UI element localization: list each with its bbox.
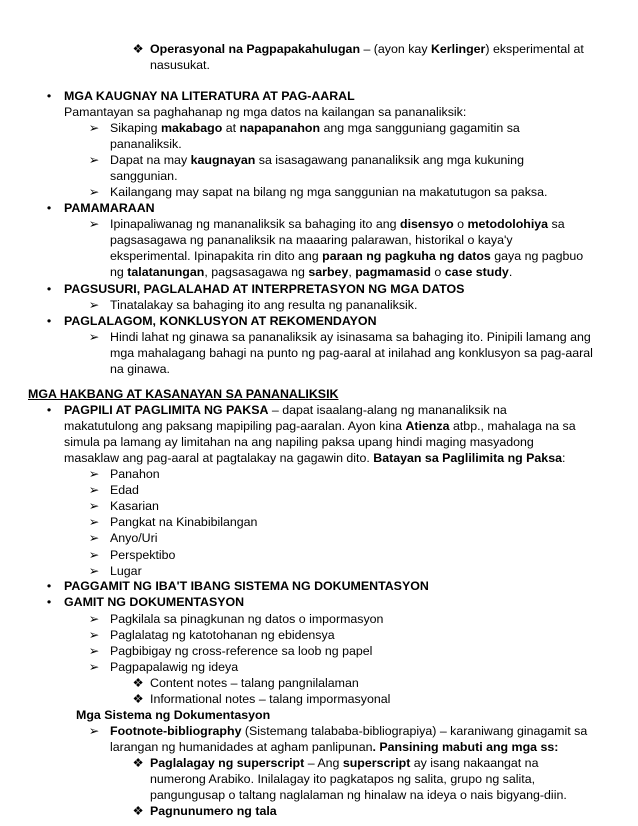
arrow-bullet-icon: ➢ — [88, 217, 100, 231]
list-item: Perspektibo — [110, 547, 176, 562]
text-line: Footnote-bibliography (Sistemang talababa-bibliograpiya) – karaniwang ginagamit sa — [110, 724, 588, 738]
heading: GAMIT NG DOKUMENTASYON — [64, 595, 245, 609]
list-item: Edad — [110, 483, 139, 498]
diamond-bullet-icon: ❖ — [132, 756, 144, 770]
arrow-bullet-icon: ➢ — [88, 185, 100, 199]
list-item: Lugar — [110, 563, 142, 578]
list-item: Panahon — [110, 467, 160, 481]
bullet-icon: • — [46, 89, 52, 103]
bullet-icon: • — [46, 579, 52, 593]
text-line: pangungusap o taltang naglalaman ng hinalaw na ideya o nais bigyang-diin. — [150, 788, 567, 802]
text-line: Pamantayan sa paghahanap ng mga datos na kailangan sa pananaliksik: — [64, 105, 467, 119]
text-line: larangan ng humanidades at agham panlipunan. Pansining mabuti ang mga ss: — [110, 740, 559, 754]
text-line: Hindi lahat ng ginawa sa pananaliksik ay isinasama sa bahaging ito. Pinipili lamang ang — [110, 330, 591, 344]
diamond-bullet-icon: ❖ — [132, 692, 144, 706]
arrow-bullet-icon: ➢ — [88, 724, 100, 738]
text-line: PAGPILI AT PAGLIMITA NG PAKSA – dapat isaalang-alang ng mananaliksik na — [64, 403, 507, 417]
text-line: Pagnunumero ng tala — [150, 804, 277, 818]
text-line: masaklaw ang pag-aaral at pagtalakay na gagawin dito. Batayan sa Paglilimita ng Paksa: — [64, 451, 566, 465]
heading: PAGSUSURI, PAGLALAHAD AT INTERPRETASYON NG MGA DATOS — [64, 282, 465, 296]
text-line: Content notes – talang pangnilalaman — [150, 676, 359, 690]
text-line: nasusukat. — [150, 58, 210, 72]
arrow-bullet-icon: ➢ — [88, 612, 100, 626]
text-line: Kailangang may sapat na bilang ng mga sanggunian na makatutugon sa paksa. — [110, 185, 548, 199]
heading: PAGGAMIT NG IBA'T IBANG SISTEMA NG DOKUMENTASYON — [64, 579, 429, 593]
text-line: eksperimental. Ipinapakita rin dito ang paraan ng pagkuha ng datos gaya ng pagbuo — [110, 249, 584, 263]
list-item: Anyo/Uri — [110, 531, 158, 546]
bullet-icon: • — [46, 282, 52, 296]
diamond-bullet-icon: ❖ — [132, 676, 144, 690]
text-line: sanggunian. — [110, 169, 178, 183]
list-item: Paglalatag ng katotohanan ng ebidensya — [110, 628, 335, 643]
diamond-bullet-icon: ❖ — [132, 804, 144, 818]
arrow-bullet-icon: ➢ — [88, 628, 100, 643]
text-line: simula pa lamang ay limitahan na ang napiling paksa upang hindi maging masyadong — [64, 435, 534, 449]
heading: Mga Sistema ng Dokumentasyon — [76, 708, 271, 722]
text-line: Ipinapaliwanag ng mananaliksik sa bahaging ito ang disensyo o metodolohiya sa — [110, 217, 565, 231]
text-line: Operasyonal na Pagpapakahulugan – (ayon kay Kerlinger) eksperimental at — [150, 42, 584, 56]
arrow-bullet-icon: ➢ — [88, 467, 100, 481]
arrow-bullet-icon: ➢ — [88, 547, 100, 562]
text-line: Informational notes – talang impormasyonal — [150, 692, 391, 706]
text-line: Sikaping makabago at napapanahon ang mga sangguniang gagamitin sa — [110, 121, 520, 135]
arrow-bullet-icon: ➢ — [88, 298, 100, 312]
text-line: Paglalagay ng superscript – Ang superscript ay isang nakaangat na — [150, 756, 539, 770]
text-line: Tinatalakay sa bahaging ito ang resulta ng pananaliksik. — [110, 298, 418, 312]
list-item: Kasarian — [110, 499, 159, 514]
text-line: Dapat na may kaugnayan sa isasagawang pananaliksik ang mga kukuning — [110, 153, 524, 167]
list-item: Pagkilala sa pinagkunan ng datos o impormasyon — [110, 612, 384, 626]
bullet-icon: • — [46, 403, 52, 417]
bullet-icon: • — [46, 314, 52, 328]
arrow-bullet-icon: ➢ — [88, 531, 100, 546]
arrow-bullet-icon: ➢ — [88, 563, 100, 578]
text-line: numerong Arabiko. Inilalagay ito pagkatapos ng salita, grupo ng salita, — [150, 772, 536, 786]
list-item: Pangkat na Kinabibilangan — [110, 515, 258, 530]
bullet-icon: • — [46, 595, 52, 609]
text-line: na ginawa. — [110, 362, 170, 376]
list-item: Pagpapalawig ng ideya — [110, 660, 239, 675]
arrow-bullet-icon: ➢ — [88, 660, 100, 675]
bullet-icon: • — [46, 201, 52, 215]
arrow-bullet-icon: ➢ — [88, 483, 100, 498]
arrow-bullet-icon: ➢ — [88, 644, 100, 659]
list-item: Pagbibigay ng cross-reference sa loob ng papel — [110, 644, 373, 659]
arrow-bullet-icon: ➢ — [88, 121, 100, 135]
section-title: MGA HAKBANG AT KASANAYAN SA PANANALIKSIK — [28, 387, 339, 401]
text-line: pagsasagawa ng pananaliksik na maaaring palarawan, historikal o kaya'y — [110, 233, 513, 247]
text-line: makatutulong ang paksang mapipiling pag-aaralan. Ayon kina Atienza atbp., mahalaga na sa — [64, 419, 576, 433]
arrow-bullet-icon: ➢ — [88, 499, 100, 514]
heading: PAGLALAGOM, KONKLUSYON AT REKOMENDAYON — [64, 314, 377, 328]
arrow-bullet-icon: ➢ — [88, 153, 100, 167]
heading: PAMAMARAAN — [64, 201, 155, 215]
diamond-bullet-icon: ❖ — [132, 42, 144, 56]
arrow-bullet-icon: ➢ — [88, 515, 100, 530]
text-line: ng talatanungan, pagsasagawa ng sarbey, pagmamasid o case study. — [110, 265, 513, 279]
arrow-bullet-icon: ➢ — [88, 330, 100, 344]
text-line: mga mahalagang bahagi na punto ng pag-aaral at inilahad ang konklusyon sa pag-aaral — [110, 346, 593, 360]
text-line: pananaliksik. — [110, 137, 182, 151]
heading: MGA KAUGNAY NA LITERATURA AT PAG-AARAL — [64, 89, 355, 103]
